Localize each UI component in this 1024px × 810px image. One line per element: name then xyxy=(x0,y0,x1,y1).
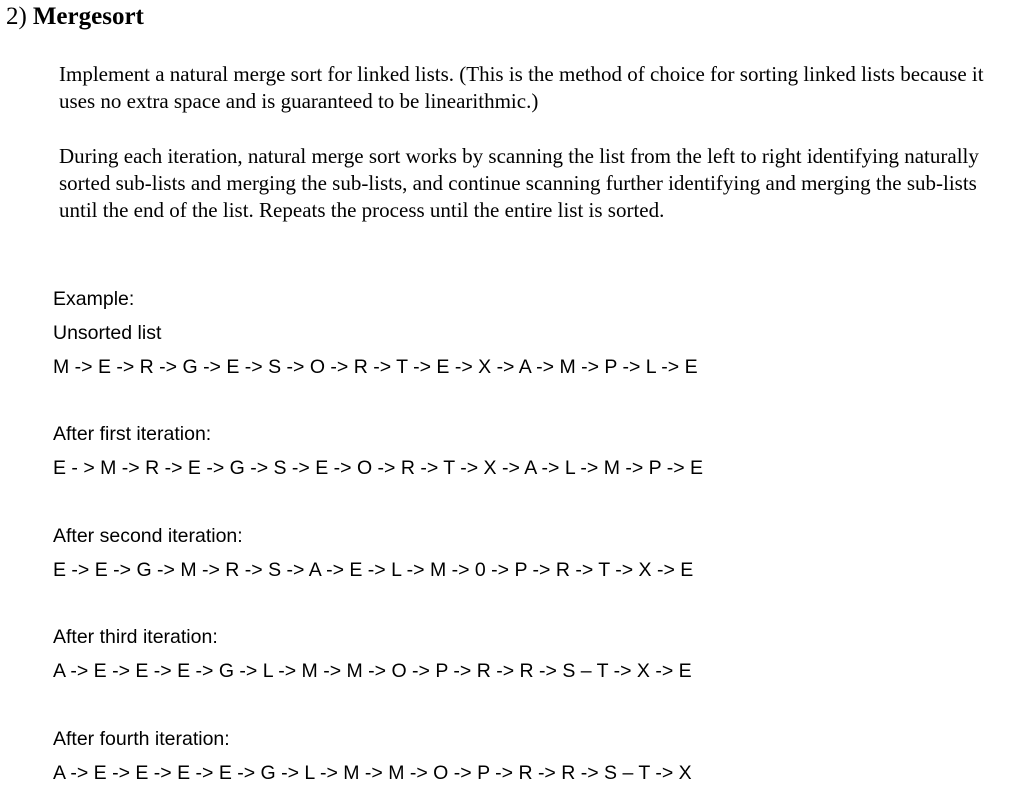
iteration-3-label: After third iteration: xyxy=(53,626,218,648)
iteration-4-list: A -> E -> E -> E -> E -> G -> L -> M -> M -> O -> P -> R -> R -> S – T -> X xyxy=(53,762,692,784)
iteration-1-label: After first iteration: xyxy=(53,423,212,445)
unsorted-list: M -> E -> R -> G -> E -> S -> O -> R -> T -> E -> X -> A -> M -> P -> L -> E xyxy=(53,356,698,378)
section-number: 2) xyxy=(6,3,27,30)
section-title: Mergesort xyxy=(32,3,144,30)
intro-paragraph: Implement a natural merge sort for linked lists. (This is the method of choice for sorting linked lists because it uses no extra space and is guaranteed to be linearithmic.) xyxy=(59,62,984,113)
iteration-3-list: A -> E -> E -> E -> G -> L -> M -> M -> O -> P -> R -> R -> S – T -> X -> E xyxy=(53,660,692,682)
iteration-1-list: E - > M -> R -> E -> G -> S -> E -> O -> R -> T -> X -> A -> L -> M -> P -> E xyxy=(53,457,704,479)
section-heading xyxy=(6,2,144,32)
iteration-2-list: E -> E -> G -> M -> R -> S -> A -> E -> L -> M -> 0 -> P -> R -> T -> X -> E xyxy=(53,559,694,581)
example-label: Example: xyxy=(53,288,135,310)
iteration-4-label: After fourth iteration: xyxy=(53,728,230,750)
description-paragraph: During each iteration, natural merge sort works by scanning the list from the left to right identifying naturally sorted sub-lists and merging the sub-lists, and continue scanning further identifying and merging the sub-lists until the end of the list. Repeats the process until the entire list is sorted. xyxy=(59,144,979,222)
iteration-2-label: After second iteration: xyxy=(53,525,243,547)
unsorted-label: Unsorted list xyxy=(53,322,162,344)
